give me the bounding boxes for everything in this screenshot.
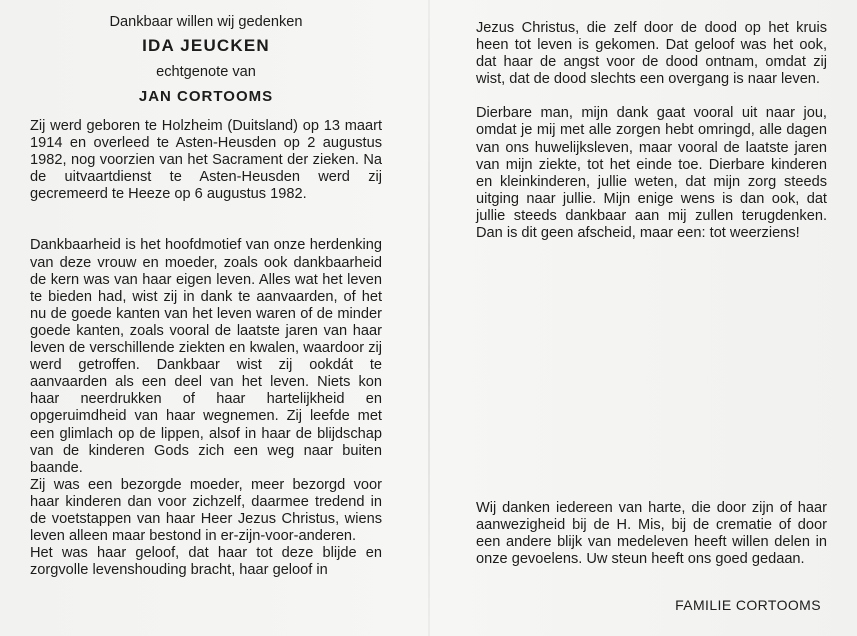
card-fold bbox=[428, 0, 430, 636]
tribute-paragraph-2: Zij was een bezorgde moeder, meer bezorgd voor haar kinderen dan voor zichzelf, daarmee tredend in de voetstappen van haar Heer Jezus Christus, wiens leven alleen maar bestond in er-zijn-voor-anderen. bbox=[30, 476, 382, 545]
farewell-paragraph: Dierbare man, mijn dank gaat vooral uit naar jou, omdat je mij met alle zorgen hebt omringd, alle dagen van ons huwelijksleven, maar vooral de laatste jaren van mijn ziekte, tot het einde toe. Dierbare kinderen en kleinkinderen, jullie weten, dat mijn zorg steeds uitging naar jullie. Mijn enige wens is dan ook, dat jullie steeds dankbaar aan mij zullen terugdenken. Dan is dit geen afscheid, maar een: tot weerziens! bbox=[476, 105, 827, 242]
thanks-paragraph: Wij danken iedereen van harte, die door zijn of haar aanwezigheid bij de H. Mis, bij de crematie of door een andere blijk van medeleven heeft willen delen in onze gevoelens. Uw steun heeft ons goed gedaan. bbox=[476, 500, 827, 568]
biography-paragraph: Zij werd geboren te Holzheim (Duitsland) op 13 maart 1914 en overleed te Asten-Heusden op 2 augustus 1982, nog voorzien van het Sacrament der zieken. Na de uitvaartdienst te Asten-Heusden werd zij gecremeerd te Heeze op 6 augustus 1982. bbox=[30, 118, 382, 203]
spouse-name: JAN CORTOOMS bbox=[138, 88, 274, 105]
tribute-paragraph-3-start: Het was haar geloof, dat haar tot deze blijde en zorgvolle levenshouding bracht, haar geloof in bbox=[30, 545, 382, 579]
header-block bbox=[30, 12, 382, 108]
left-panel bbox=[30, 12, 382, 579]
deceased-name: IDA JEUCKEN bbox=[142, 36, 270, 55]
tribute-paragraph-1: Dankbaarheid is het hoofdmotief van onze herdenking van deze vrouw en moeder, zoals ook dankbaarheid de kern was van haar eigen leven. Alles wat het leven te bieden had, wist zij in dank te aanvaarden, of het nu de goede kanten van het leven waren of de minder goede kanten, zoals vooral de laatste jaren van haar leven de verschillende ziekten en kwalen, waardoor zij werd getroffen. Dankbaar wist zij ookdát te aanvaarden als een deel van het leven. Niets kon haar neerdrukken of haar hartelijkheid en opgeruimdheid van haar wegnemen. Zij leefde met een glimlach op de lippen, alsof in haar de blijdschap van de kinderen Gods zich een weg naar buiten baande. bbox=[30, 237, 382, 476]
family-signature: FAMILIE CORTOOMS bbox=[675, 597, 821, 613]
tribute-paragraph-3-end: Jezus Christus, die zelf door de dood op het kruis heen tot leven is gekomen. Dat geloof was het ook, dat haar de angst voor de dood ontnam, omdat zij wist, dat de dood slechts een overgang is naar leven. bbox=[476, 20, 827, 88]
header-intro: Dankbaar willen wij gedenken bbox=[109, 14, 303, 30]
relation-label: echtgenote van bbox=[156, 64, 256, 80]
right-panel bbox=[476, 20, 827, 242]
